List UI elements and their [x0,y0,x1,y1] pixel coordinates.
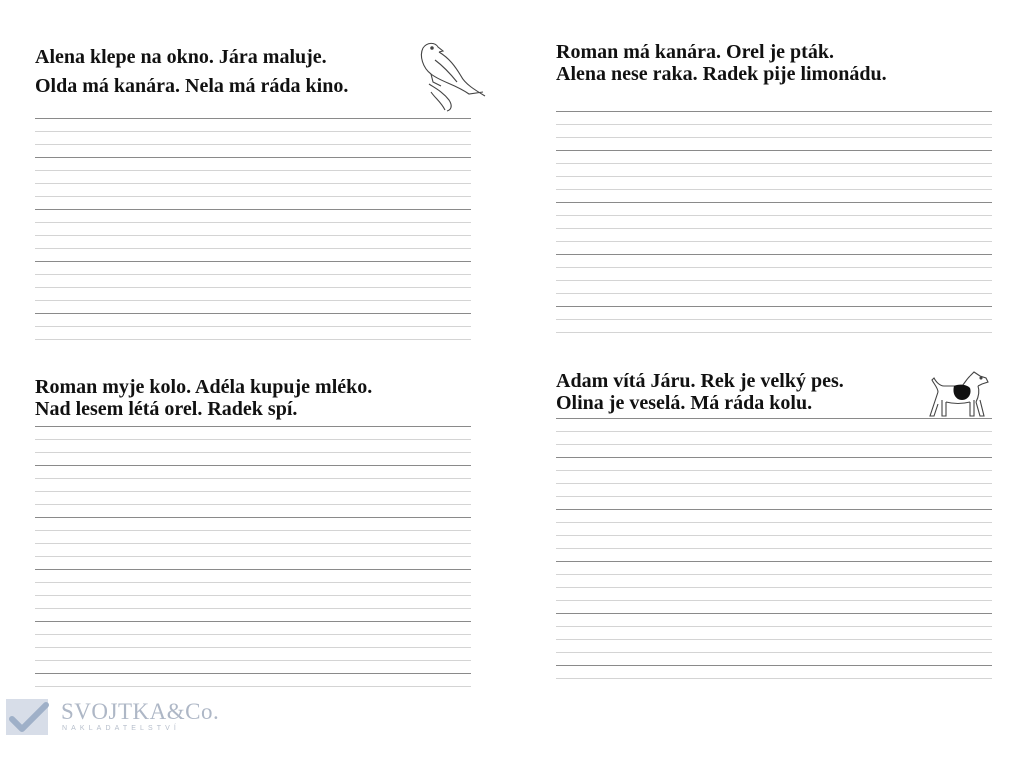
guide-line [35,248,471,249]
base-line [556,150,992,151]
base-line [556,111,992,112]
guide-line [35,452,471,453]
exercise-3-text [35,376,372,420]
guide-line [556,280,992,281]
guide-line [556,332,992,333]
publisher-name: SVOJTKA&Co. [61,699,220,724]
base-line [35,157,471,158]
exercise-1-line-1: Alena klepe na okno. Jára maluje. [35,46,327,68]
base-line [35,621,471,622]
guide-line [35,300,471,301]
guide-line [556,587,992,588]
guide-line [35,530,471,531]
bird-icon [413,40,487,112]
guide-line [556,535,992,536]
guide-line [35,222,471,223]
base-line [556,254,992,255]
guide-line [556,293,992,294]
guide-line [35,339,471,340]
guide-line [556,267,992,268]
guide-line [556,600,992,601]
exercise-3-line-1: Roman myje kolo. Adéla kupuje mléko. [35,376,373,398]
base-line [556,457,992,458]
guide-line [35,131,471,132]
guide-line [35,491,471,492]
guide-line [556,137,992,138]
base-line [35,569,471,570]
guide-line [556,163,992,164]
guide-line [35,595,471,596]
guide-line [35,634,471,635]
base-line [35,517,471,518]
exercise-4 [556,370,992,680]
exercise-4-line-2: Olina je veselá. Má ráda kolu. [556,392,813,414]
guide-line [556,639,992,640]
guide-line [556,189,992,190]
base-line [35,426,471,427]
publisher-subtitle: NAKLADATELSTVÍ [62,725,180,732]
base-line [35,465,471,466]
exercise-2 [556,41,992,341]
guide-line [35,439,471,440]
base-line [35,261,471,262]
guide-line [35,647,471,648]
guide-line [556,470,992,471]
guide-line [35,196,471,197]
exercise-3-line-2: Nad lesem létá orel. Radek spí. [35,398,298,420]
guide-line [35,170,471,171]
guide-line [35,556,471,557]
guide-line [35,183,471,184]
base-line [556,665,992,666]
guide-line [35,686,471,687]
dog-icon [926,370,992,420]
guide-line [556,241,992,242]
base-line [35,209,471,210]
guide-line [35,504,471,505]
exercise-2-line-1: Roman má kanára. Orel je pták. [556,41,834,63]
guide-line [556,319,992,320]
base-line [35,313,471,314]
exercise-1 [35,46,471,346]
guide-line [556,574,992,575]
guide-line [556,215,992,216]
guide-line [35,144,471,145]
guide-line [35,660,471,661]
guide-line [35,287,471,288]
guide-line [35,582,471,583]
base-line [35,673,471,674]
base-line [35,118,471,119]
guide-line [35,608,471,609]
guide-line [556,176,992,177]
guide-line [35,543,471,544]
publisher-logo [6,697,220,739]
guide-line [556,548,992,549]
guide-line [556,228,992,229]
guide-line [556,652,992,653]
logo-mark-icon [6,697,52,737]
guide-line [556,124,992,125]
exercise-3 [35,376,471,686]
exercise-4-line-1: Adam vítá Járu. Rek je velký pes. [556,370,844,392]
exercise-2-text [556,41,887,85]
exercise-4-text [556,370,844,414]
guide-line [35,274,471,275]
guide-line [556,444,992,445]
guide-line [35,235,471,236]
base-line [556,202,992,203]
guide-line [556,496,992,497]
guide-line [556,431,992,432]
guide-line [35,478,471,479]
guide-line [35,326,471,327]
base-line [556,509,992,510]
exercise-1-text [35,46,348,97]
exercise-2-line-2: Alena nese raka. Radek pije limonádu. [556,63,887,85]
guide-line [556,626,992,627]
guide-line [556,483,992,484]
base-line [556,561,992,562]
guide-line [556,678,992,679]
exercise-1-line-2: Olda má kanára. Nela má ráda kino. [35,75,349,97]
guide-line [556,522,992,523]
base-line [556,613,992,614]
base-line [556,306,992,307]
dog-spot [953,385,970,400]
